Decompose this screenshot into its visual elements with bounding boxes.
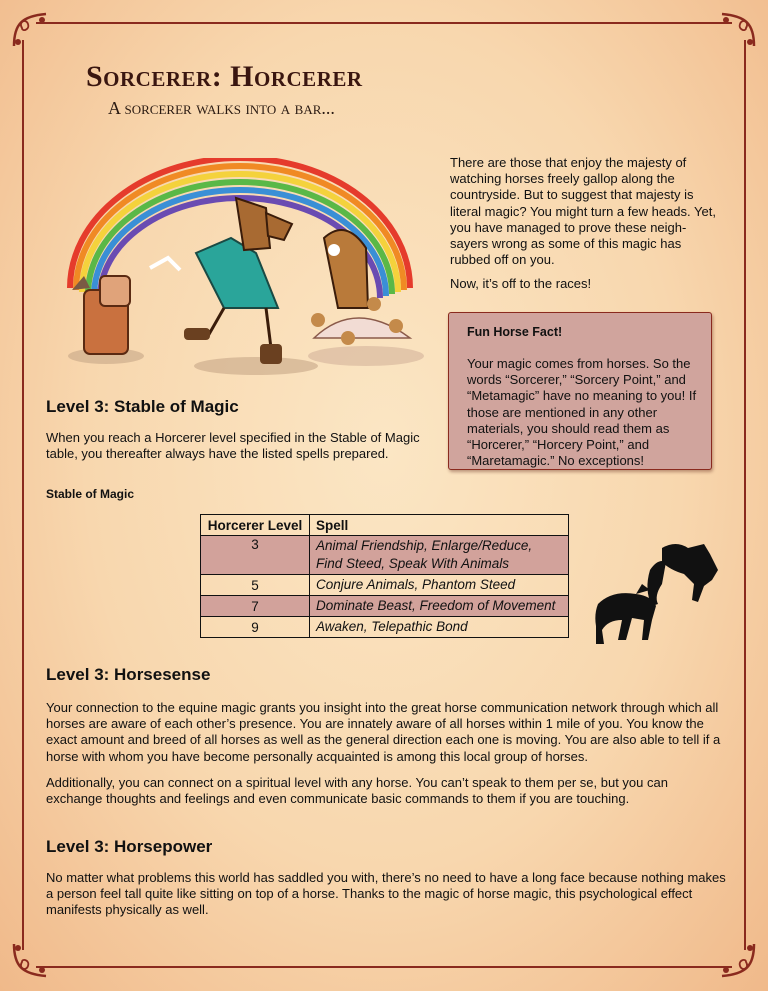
- frame-top: [36, 22, 732, 24]
- horsesense-paragraph-1: Your connection to the equine magic grants you insight into the great horse communication network through which all horses are aware of each other’s presence. You are innately aware of all horses within 1 mile of you. You know the exact amount and breed of all horses as well as the general direction each one is moving. You are also able to tell if a horse with whom you have become personally acquainted is among this local group of horses.: [46, 700, 721, 764]
- fun-fact-box: [448, 312, 712, 470]
- stable-heading: Level 3: Stable of Magic: [46, 397, 239, 416]
- table-header-row: [201, 515, 569, 536]
- fun-fact-body: Your magic comes from horses. So the words “Sorcerer,” “Sorcery Point,” and “Metamagic” have no meaning to you! If those are mentioned in any other materials, you should read them as “Horcerer,” “Horcery Point,” and “Maretamagic.” No exceptions!: [467, 356, 697, 469]
- row-spells: Conjure Animals, Phantom Steed: [310, 575, 569, 596]
- intro-closing: Now, it’s off to the races!: [450, 276, 592, 291]
- stable-description: When you reach a Horcerer level specified in the Stable of Magic table, you thereafter always have the listed spells prepared.: [46, 430, 420, 462]
- horsepower-heading: Level 3: Horsepower: [46, 837, 213, 856]
- row-level: 7: [201, 596, 310, 617]
- corner-flourish-icon: [716, 8, 760, 52]
- row-spells: Dominate Beast, Freedom of Movement: [310, 596, 569, 617]
- row-spells: Animal Friendship, Enlarge/Reduce, Find Steed, Speak With Animals: [310, 536, 569, 575]
- page-subtitle: A sorcerer walks into a bar...: [108, 98, 335, 118]
- table-row: [201, 536, 569, 575]
- horse-silhouette-icon: [592, 540, 722, 648]
- horsesense-paragraph-2: Additionally, you can connect on a spiritual level with any horse. You can’t speak to them per se, but you can exchange thoughts and feelings and even communicate basic commands to them if you are touching.: [46, 775, 668, 807]
- table-row: [201, 575, 569, 596]
- page-title: Sorcerer: Horcerer: [86, 60, 363, 93]
- fun-fact-title: Fun Horse Fact!: [467, 325, 563, 339]
- frame-bottom: [36, 966, 732, 968]
- column-header-level: Horcerer Level: [201, 515, 310, 536]
- table-caption: Stable of Magic: [46, 487, 135, 501]
- corner-flourish-icon: [8, 8, 52, 52]
- row-level: 9: [201, 617, 310, 638]
- table-row: [201, 617, 569, 638]
- corner-flourish-icon: [8, 938, 52, 982]
- column-header-spell: Spell: [310, 515, 569, 536]
- table-row: [201, 596, 569, 617]
- intro-paragraph: There are those that enjoy the majesty of watching horses freely gallop along the countryside. But to suggest that majesty is literal magic? You might turn a few heads. Yet, you have managed to prove these neigh-sayers wrong as some of this magic has rubbed off on you.: [450, 155, 716, 268]
- corner-flourish-icon: [716, 938, 760, 982]
- row-level: 5: [201, 575, 310, 596]
- rainbow-horses-illustration: [56, 158, 426, 376]
- row-level: 3: [201, 536, 310, 575]
- horsesense-heading: Level 3: Horsesense: [46, 665, 211, 684]
- horsepower-paragraph: No matter what problems this world has saddled you with, there’s no need to have a long face because nothing makes a person feel tall quite like sitting on top of a horse. Thanks to the magic of horse magic, this psychological effect manifests physically as well.: [46, 870, 726, 918]
- frame-left: [22, 40, 24, 950]
- frame-right: [744, 40, 746, 950]
- row-spells: Awaken, Telepathic Bond: [310, 617, 569, 638]
- spells-table: [200, 514, 569, 638]
